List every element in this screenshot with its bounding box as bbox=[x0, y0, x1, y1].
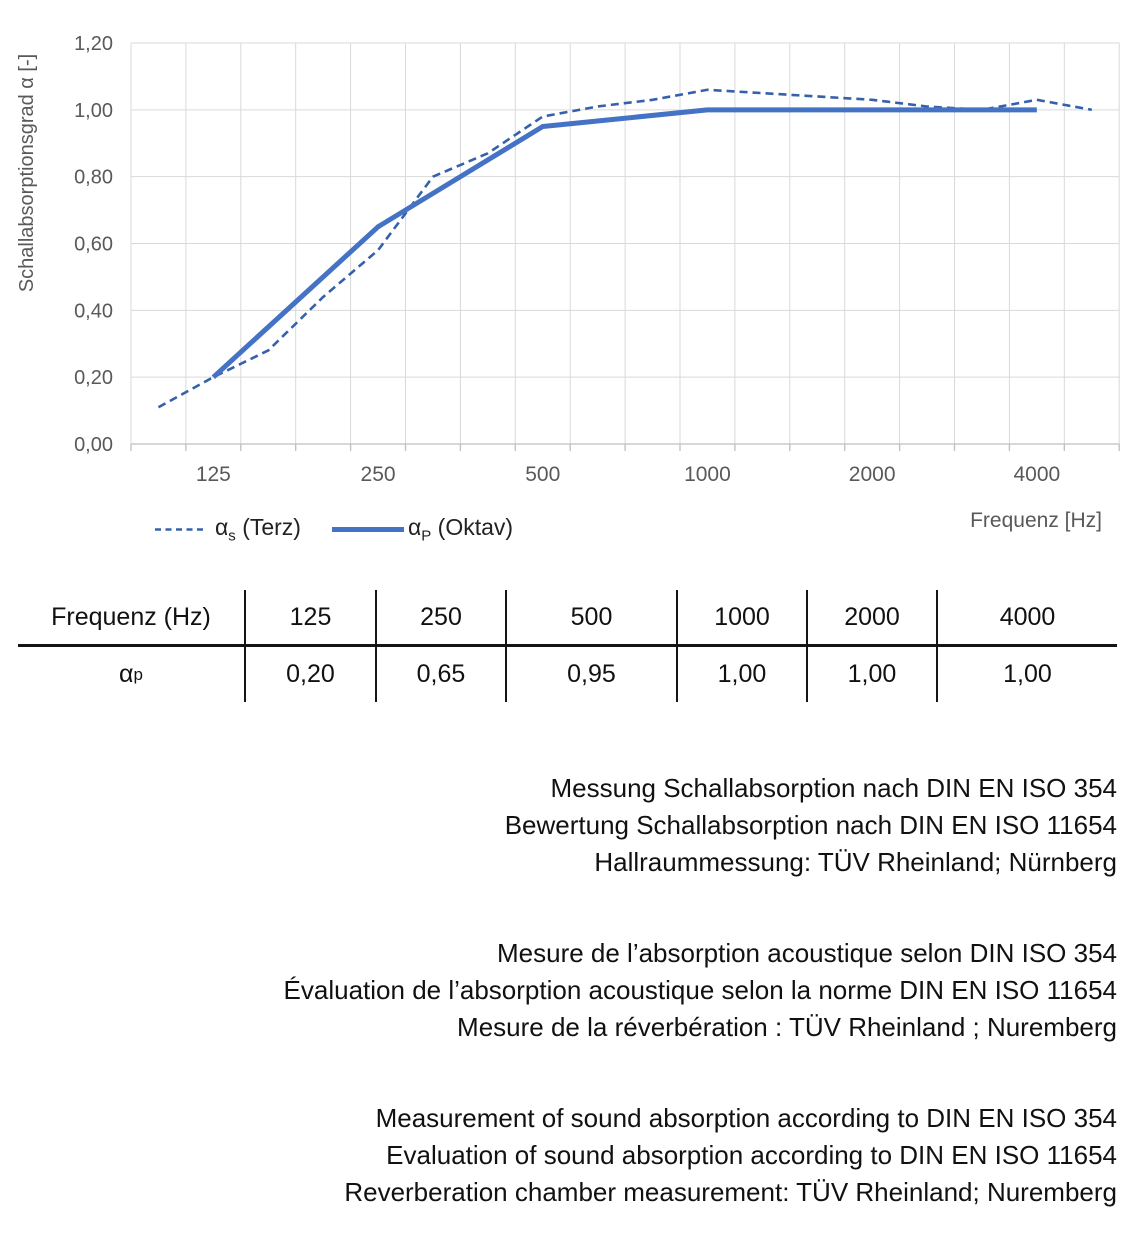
table-header-cell: 500 bbox=[507, 590, 678, 647]
svg-text:250: 250 bbox=[360, 463, 396, 486]
legend-label-terz bbox=[215, 514, 301, 545]
svg-text:0,20: 0,20 bbox=[74, 367, 113, 390]
svg-text:125: 125 bbox=[195, 463, 231, 486]
svg-text:500: 500 bbox=[525, 463, 561, 486]
note-line: Evaluation of sound absorption according to DIN EN ISO 11654 bbox=[386, 1140, 1117, 1170]
table-header-cell: 2000 bbox=[808, 590, 938, 647]
x-tick-labels bbox=[196, 463, 1060, 486]
alpha-subscript: p bbox=[133, 664, 143, 684]
note-line: Messung Schallabsorption nach DIN EN ISO 354 bbox=[550, 773, 1117, 803]
note-line: Hallraummessung: TÜV Rheinland; Nürnberg bbox=[594, 847, 1117, 877]
table-value-cell: 0,95 bbox=[507, 647, 678, 702]
solid-line-sample bbox=[332, 527, 404, 532]
x-axis-title: Frequenz [Hz] bbox=[970, 509, 1102, 532]
legend-item-oktav bbox=[332, 514, 513, 545]
note-line: Measurement of sound absorption according to DIN EN ISO 354 bbox=[375, 1103, 1117, 1133]
alpha-subscript: s bbox=[228, 527, 236, 545]
y-tick-labels bbox=[74, 33, 113, 456]
table-header-cell: 125 bbox=[246, 590, 377, 647]
alpha-symbol: α bbox=[215, 514, 229, 540]
svg-text:0,60: 0,60 bbox=[74, 233, 113, 256]
legend-text: (Oktav) bbox=[437, 514, 514, 540]
table-header-cell: 4000 bbox=[938, 590, 1117, 647]
table-header-cell: Frequenz (Hz) bbox=[18, 590, 246, 647]
dashed-line-sample bbox=[155, 526, 207, 533]
alpha-symbol: α bbox=[119, 660, 134, 688]
table-value-cell: 0,65 bbox=[377, 647, 507, 702]
table-value-cell: 0,20 bbox=[246, 647, 377, 702]
table-header-cell: 250 bbox=[377, 590, 507, 647]
x-axis-line bbox=[131, 444, 1119, 451]
table-value-cell: 1,00 bbox=[1003, 660, 1052, 688]
svg-text:1000: 1000 bbox=[684, 463, 731, 486]
table-value-cell: 1,00 bbox=[808, 647, 938, 702]
svg-text:0,80: 0,80 bbox=[74, 166, 113, 189]
alpha-p-label bbox=[18, 647, 246, 702]
table-value-cell: 1,00 bbox=[678, 647, 808, 702]
chart-legend bbox=[155, 514, 513, 545]
legend-item-terz bbox=[155, 514, 301, 545]
alpha-symbol: α bbox=[407, 514, 422, 540]
note-line: Bewertung Schallabsorption nach DIN EN ISO 11654 bbox=[504, 810, 1117, 840]
notes-french bbox=[284, 935, 1117, 1046]
svg-text:2000: 2000 bbox=[848, 463, 896, 486]
table-header-cell: 1000 bbox=[678, 590, 808, 647]
svg-text:4000: 4000 bbox=[1013, 463, 1061, 486]
alpha-subscript: P bbox=[421, 527, 432, 545]
absorption-table bbox=[18, 590, 1117, 702]
notes-english bbox=[344, 1100, 1117, 1211]
legend-label-oktav bbox=[408, 514, 513, 545]
svg-text:1,20: 1,20 bbox=[74, 33, 113, 55]
notes-german bbox=[505, 770, 1117, 881]
absorption-chart bbox=[0, 0, 1135, 560]
note-line: Mesure de l’absorption acoustique selon DIN ISO 354 bbox=[496, 938, 1117, 968]
note-line: Mesure de la réverbération : TÜV Rheinland ; Nuremberg bbox=[457, 1012, 1117, 1042]
svg-text:0,40: 0,40 bbox=[74, 300, 113, 323]
y-axis-title: Schallabsorptionsgrad α [-] bbox=[16, 53, 38, 293]
note-line: Reverberation chamber measurement: TÜV Rheinland; Nuremberg bbox=[344, 1177, 1117, 1207]
note-line: Évaluation de l’absorption acoustique selon la norme DIN EN ISO 11654 bbox=[283, 975, 1117, 1005]
svg-text:1,00: 1,00 bbox=[74, 99, 113, 122]
legend-text: (Terz) bbox=[242, 514, 301, 540]
svg-text:0,00: 0,00 bbox=[74, 434, 113, 456]
